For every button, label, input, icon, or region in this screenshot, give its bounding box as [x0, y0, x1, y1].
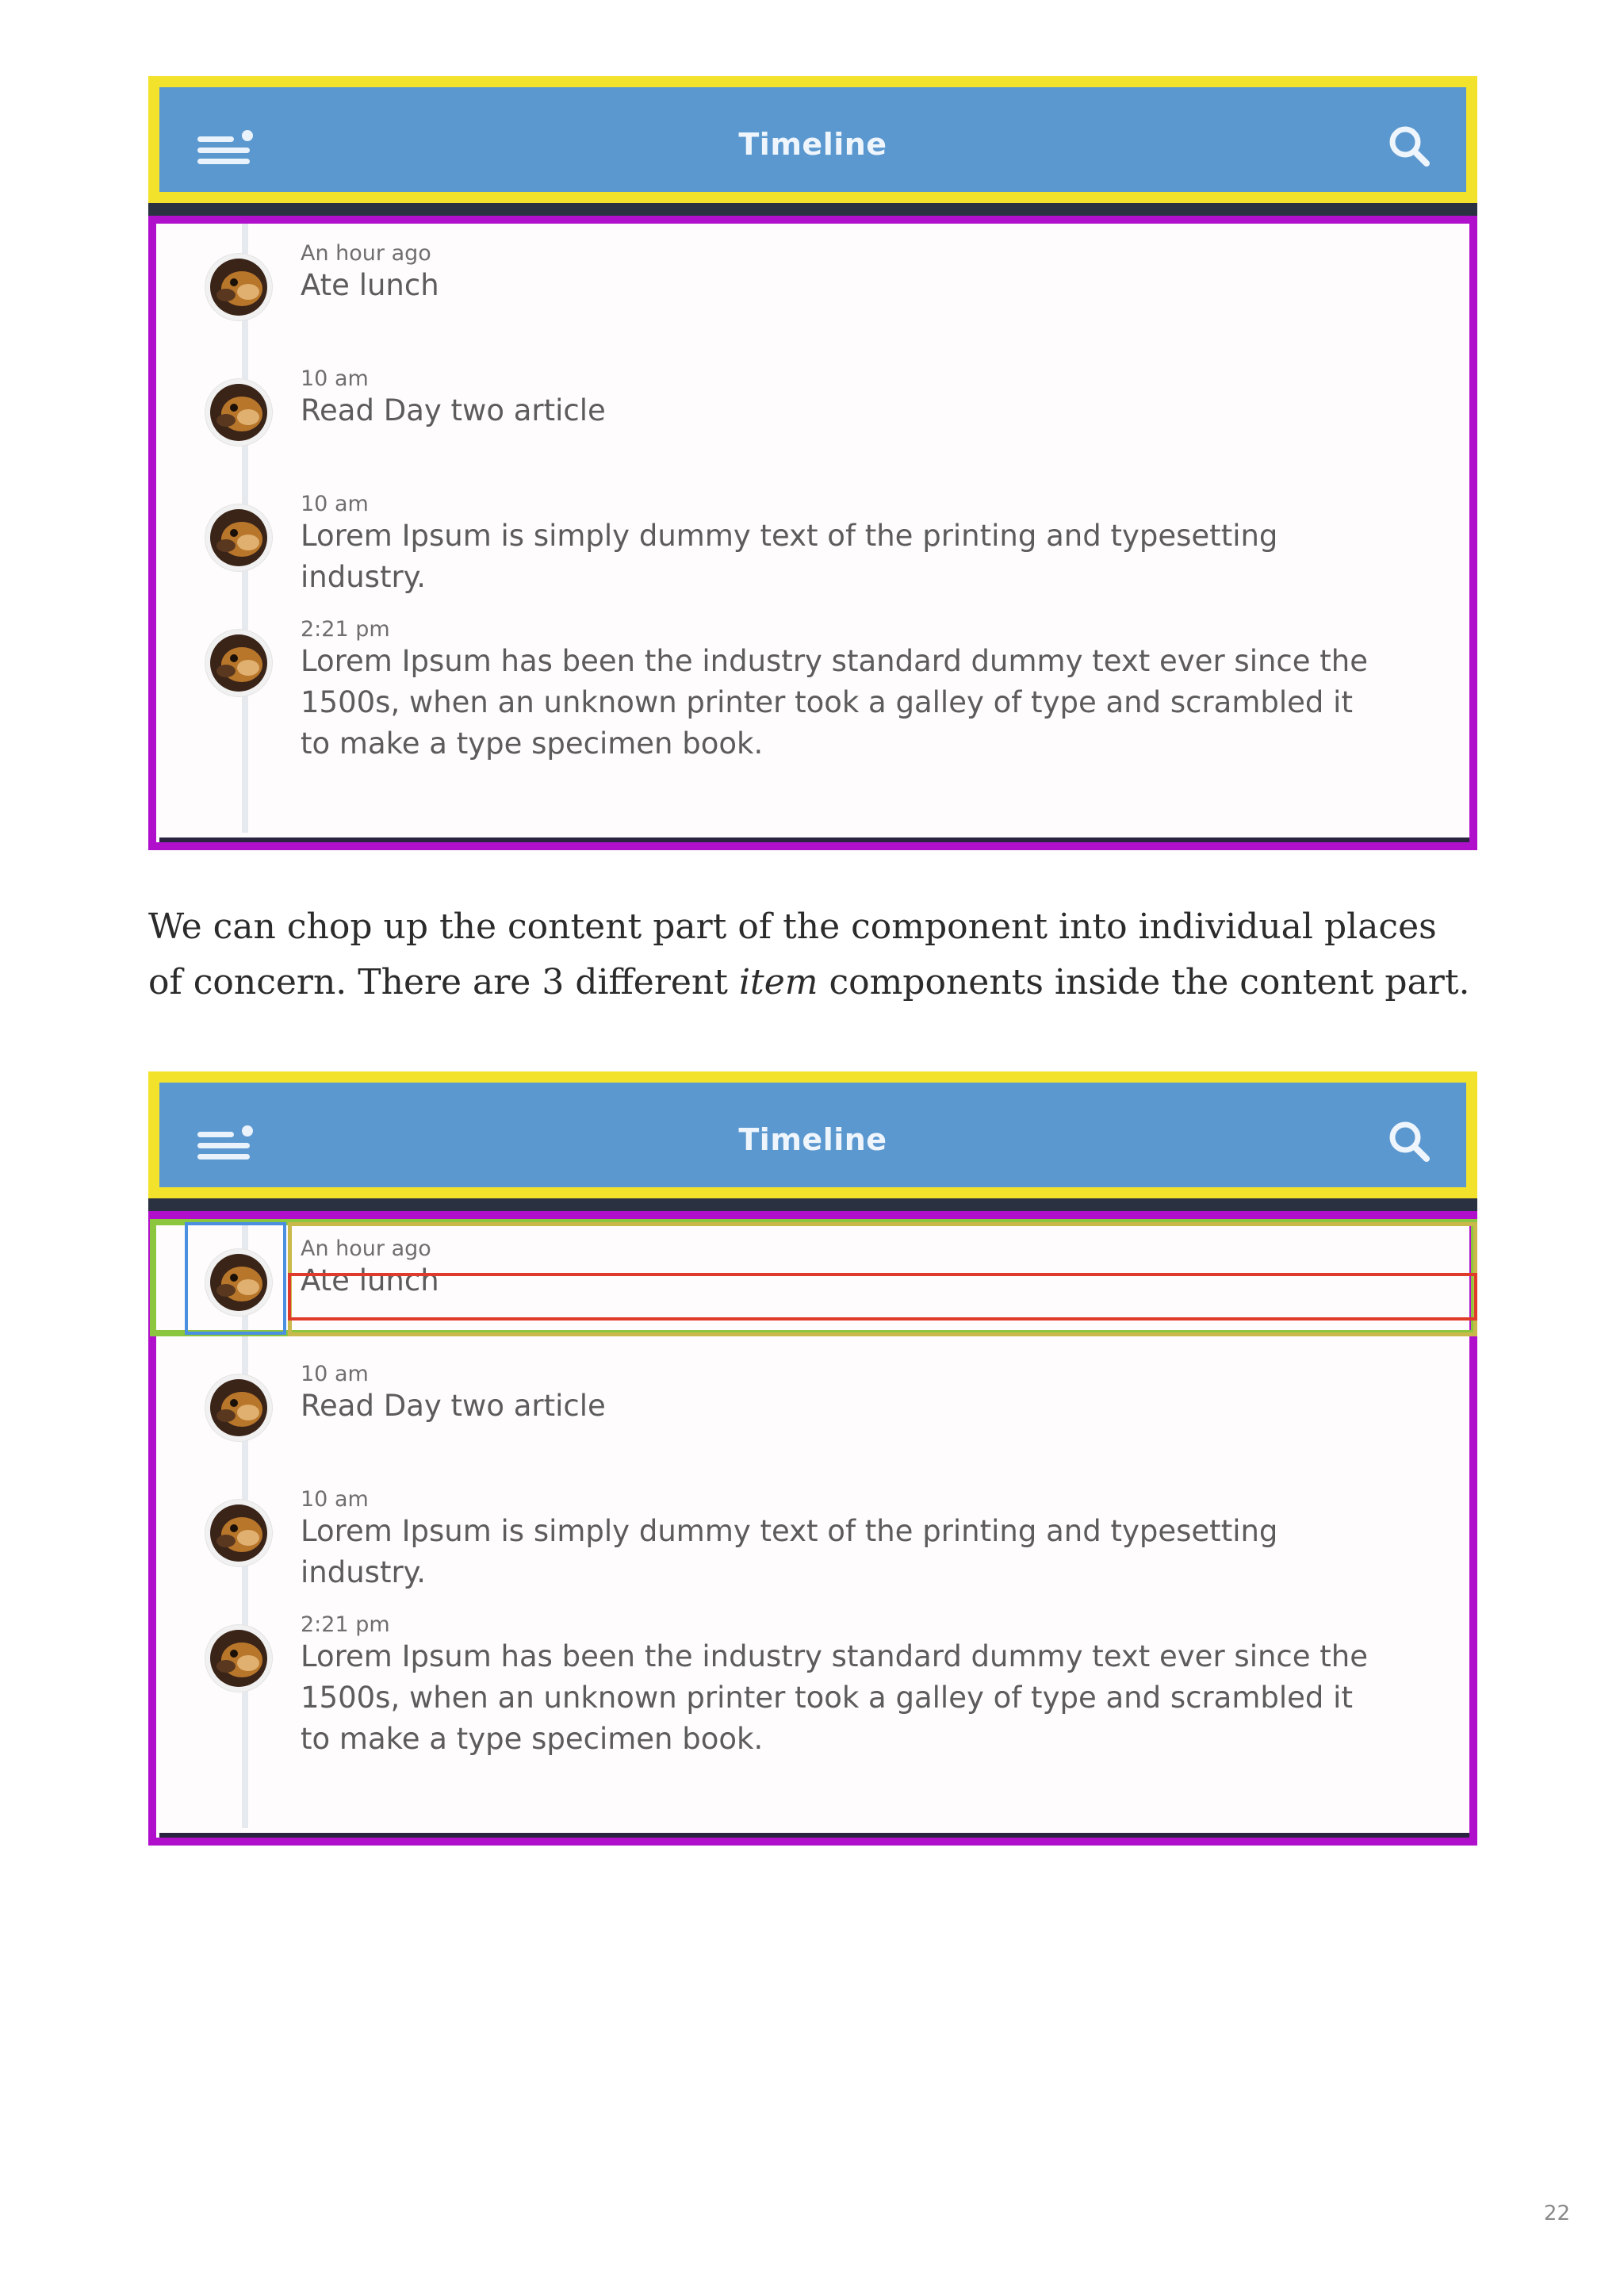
- timeline-content: [159, 224, 1469, 838]
- dog-avatar-icon: [210, 1630, 267, 1687]
- item-text-highlight: [288, 1273, 1477, 1320]
- paragraph-emphasis: item: [738, 962, 818, 1002]
- timeline-item: [159, 604, 1469, 842]
- item-time: 10 am: [301, 492, 369, 516]
- dog-avatar-icon: [210, 384, 267, 441]
- device-gap: [148, 1198, 1477, 1211]
- item-text: Lorem Ipsum has been the industry standard dummy text ever since the 1500s, when an unknown printer took a galley of type and scrambled it to make a type specimen book.: [301, 1639, 1369, 1756]
- avatar: [205, 254, 272, 320]
- app-title: Timeline: [738, 127, 887, 162]
- page-number: 22: [1543, 2202, 1570, 2225]
- dog-avatar-icon: [210, 259, 267, 316]
- header-highlight: [148, 1071, 1477, 1198]
- dog-avatar-icon: [210, 1504, 267, 1562]
- dog-avatar-icon: [210, 1379, 267, 1436]
- item-text: Read Day two article: [301, 1389, 606, 1423]
- timeline-item: [159, 1346, 1469, 1473]
- app-header: [159, 1083, 1466, 1187]
- app-title: Timeline: [738, 1122, 887, 1157]
- item-time: 2:21 pm: [301, 1612, 390, 1637]
- header-highlight: [148, 76, 1477, 203]
- timeline-item: [159, 1473, 1469, 1600]
- dog-avatar-icon: [210, 634, 267, 692]
- paragraph-text: We can chop up the content part of the component into individual places of concern. There are 3 different: [148, 907, 1437, 1002]
- item-time: An hour ago: [301, 1236, 431, 1261]
- avatar: [205, 1625, 272, 1692]
- timeline-item: [159, 477, 1469, 604]
- avatar: [205, 1500, 272, 1566]
- timeline-screenshot-2: [148, 1071, 1477, 1846]
- item-text: Lorem Ipsum has been the industry standard dummy text ever since the 1500s, when an unknown printer took a galley of type and scrambled it to make a type specimen book.: [301, 644, 1369, 761]
- timeline-screenshot-1: [148, 76, 1477, 850]
- timeline-item: [159, 351, 1469, 477]
- app-header: [159, 87, 1466, 192]
- content-shadow: [159, 838, 1469, 842]
- body-paragraph: [148, 899, 1480, 1010]
- dog-avatar-icon: [210, 509, 267, 566]
- timeline-item: [159, 1600, 1469, 1838]
- item-time: 10 am: [301, 366, 369, 391]
- avatar: [205, 1374, 272, 1441]
- search-icon[interactable]: [1387, 124, 1431, 168]
- item-time: 10 am: [301, 1487, 369, 1512]
- paragraph-text: components inside the content part.: [818, 962, 1470, 1002]
- item-text: Lorem Ipsum is simply dummy text of the printing and typesetting industry.: [301, 519, 1278, 594]
- device-gap: [148, 203, 1477, 216]
- avatar: [205, 504, 272, 571]
- avatar: [205, 630, 272, 696]
- item-text: Lorem Ipsum is simply dummy text of the printing and typesetting industry.: [301, 1514, 1278, 1589]
- timeline-item: [159, 224, 1469, 351]
- item-avatar-highlight: [185, 1222, 286, 1335]
- content-highlight: [148, 216, 1477, 850]
- item-time: 2:21 pm: [301, 617, 390, 642]
- search-icon[interactable]: [1387, 1119, 1431, 1163]
- item-time: 10 am: [301, 1362, 369, 1386]
- item-text: Read Day two article: [301, 393, 606, 427]
- avatar: [205, 379, 272, 446]
- item-text: Ate lunch: [301, 1263, 439, 1297]
- content-shadow: [159, 1833, 1469, 1838]
- item-text: Ate lunch: [301, 268, 439, 302]
- item-time: An hour ago: [301, 241, 431, 266]
